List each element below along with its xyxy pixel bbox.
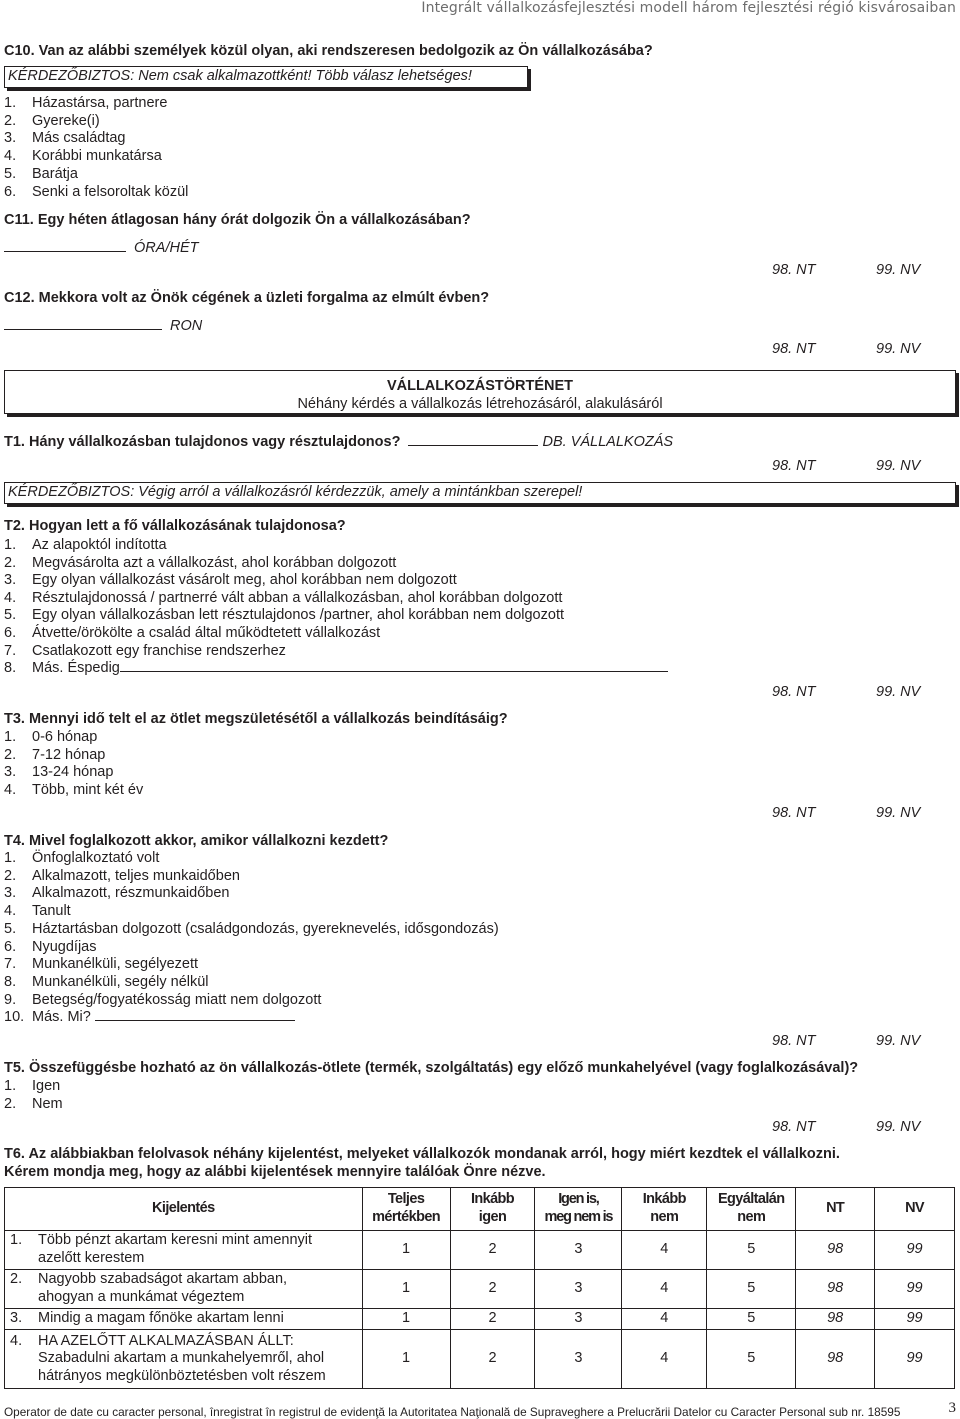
header-col3: Igen is, meg nem is (535, 1188, 622, 1231)
option-t4-3: 3. Alkalmazott, részmunkaidőben (4, 885, 230, 902)
code-nv-t5: 99. NV (876, 1119, 921, 1135)
unit-c12: RON (170, 318, 203, 334)
code-nt-t3: 98. NT (772, 805, 816, 821)
blank-t2-other[interactable] (120, 660, 668, 672)
table-header-row (5, 1188, 955, 1231)
option-t3-1: 1. 0-6 hónap (4, 729, 98, 745)
header-col2: Inkább igen (450, 1188, 535, 1231)
code-nv-t2: 99. NV (876, 684, 921, 700)
header-col4: Inkább nem (622, 1188, 707, 1231)
code-nt-t5: 98. NT (772, 1119, 816, 1135)
instruction-t1: KÉRDEZŐBIZTOS: Végig arról a vállalkozásról kérdezzük, amely a mintánkban szerepel! (8, 484, 583, 500)
option-t2-3: 3. Egy olyan vállalkozást vásárolt meg, ahol korábban nem dolgozott (4, 572, 457, 589)
statement-2: 2. Nagyobb szabadságot akartam abban, ahogyan a munkámat végeztem (5, 1270, 363, 1309)
option-c10-2: 2. Gyereke(i) (4, 112, 100, 129)
code-nt-c12: 98. NT (772, 341, 816, 357)
instruction-c10: KÉRDEZŐBIZTOS: Nem csak alkalmazottként! Több válasz lehetséges! (8, 68, 472, 84)
option-t2-1: 1. Az alapoktól indította (4, 537, 167, 553)
cell-3-4[interactable]: 4 (622, 1309, 707, 1330)
page-number: 3 (948, 1400, 956, 1416)
statement-3: 3. Mindig a magam főnöke akartam lenni (5, 1309, 363, 1330)
option-t4-5: 5. Háztartásban dolgozott (családgondozás, gyereknevelés, idősgondozás) (4, 920, 499, 937)
header-col5: Egyáltalán nem (707, 1188, 796, 1231)
cell-2-3[interactable]: 3 (535, 1270, 622, 1309)
cell-2-nt[interactable]: 98 (796, 1270, 875, 1309)
question-c10: C10. Van az alábbi személyek közül olyan, aki rendszeresen bedolgozik az Ön vállalkozásába? (4, 43, 653, 59)
option-t2-5: 5. Egy olyan vállalkozásban lett résztulajdonos /partner, ahol korábban nem dolgozott (4, 607, 564, 624)
option-t3-2: 2. 7-12 hónap (4, 746, 106, 763)
code-nt-c11: 98. NT (772, 262, 816, 278)
cell-3-3[interactable]: 3 (535, 1309, 622, 1330)
cell-1-3[interactable]: 3 (535, 1231, 622, 1270)
cell-2-nv[interactable]: 99 (875, 1270, 955, 1309)
cell-3-2[interactable]: 2 (450, 1309, 535, 1330)
cell-4-1[interactable]: 1 (362, 1330, 450, 1389)
option-t2-8: 8. Más. Éspedig (4, 660, 668, 678)
table-row (5, 1231, 955, 1270)
option-t5-2: 2. Nem (4, 1095, 63, 1112)
question-c12: C12. Mekkora volt az Önök cégének a üzleti forgalma az elmúlt évben? (4, 290, 490, 306)
option-c10-3: 3. Más családtag (4, 130, 126, 147)
section-subtitle: Néhány kérdés a vállalkozás létrehozásáról, alakulásáról (297, 396, 663, 412)
cell-3-nt[interactable]: 98 (796, 1309, 875, 1330)
cell-4-4[interactable]: 4 (622, 1330, 707, 1389)
option-c10-5: 5. Barátja (4, 165, 78, 182)
code-nv-c12: 99. NV (876, 341, 921, 357)
cell-1-4[interactable]: 4 (622, 1231, 707, 1270)
footer-text: Operator de date cu caracter personal, înregistrat în registrul de evidenţă la Autoritatea Naţională de Supraveghere a Prelucrării Datelor cu Caracter Personal sub nr. 18595 (4, 1405, 901, 1419)
option-t3-4: 4. Több, mint két év (4, 782, 144, 799)
statement-4: 4. HA AZELŐTT ALKALMAZÁSBAN ÁLLT: Szabadulni akartam a munkahelyemről, ahol hátrányos megkülönböztetésben volt részem (5, 1330, 363, 1389)
table-row (5, 1309, 955, 1330)
cell-2-2[interactable]: 2 (450, 1270, 535, 1309)
blank-t1[interactable] (408, 434, 538, 446)
option-t2-7: 7. Csatlakozott egy franchise rendszerhez (4, 642, 286, 659)
code-nt-t1: 98. NT (772, 458, 816, 474)
blank-c11[interactable] (4, 240, 126, 252)
option-t4-4: 4. Tanult (4, 903, 71, 920)
question-t2: T2. Hogyan lett a fő vállalkozásának tulajdonosa? (4, 518, 346, 534)
code-nv-t4: 99. NV (876, 1033, 921, 1049)
code-nt-t2: 98. NT (772, 684, 816, 700)
options-t5 (4, 1078, 63, 1113)
code-nt-t4: 98. NT (772, 1033, 816, 1049)
option-c10-1: 1. Házastársa, partnere (4, 95, 168, 111)
option-t4-8: 8. Munkanélküli, segély nélkül (4, 973, 209, 990)
option-t4-9: 9. Betegség/fogyatékosság miatt nem dolgozott (4, 991, 322, 1008)
option-t5-1: 1. Igen (4, 1078, 61, 1094)
header-nv: NV (875, 1188, 955, 1231)
cell-2-5[interactable]: 5 (707, 1270, 796, 1309)
cell-4-5[interactable]: 5 (707, 1330, 796, 1389)
option-t4-2: 2. Alkalmazott, teljes munkaidőben (4, 867, 240, 884)
cell-1-5[interactable]: 5 (707, 1231, 796, 1270)
question-t1-line (4, 434, 673, 452)
cell-1-nt[interactable]: 98 (796, 1231, 875, 1270)
question-t1: T1. Hány vállalkozásban tulajdonos vagy résztulajdonos? (4, 434, 401, 450)
options-t2 (4, 537, 668, 678)
rating-table (4, 1187, 955, 1389)
question-c11: C11. Egy héten átlagosan hány órát dolgozik Ön a vállalkozásában? (4, 212, 471, 228)
answer-line-c11 (4, 240, 198, 258)
statement-1: 1. Több pénzt akartam keresni mint amennyit azelőtt kerestem (5, 1231, 363, 1270)
option-t4-10: 10. Más. Mi? (4, 1009, 499, 1027)
table-row (5, 1270, 955, 1309)
header-col1: Teljes mértékben (362, 1188, 450, 1231)
cell-4-3[interactable]: 3 (535, 1330, 622, 1389)
blank-t4-other[interactable] (95, 1009, 295, 1021)
header-nt: NT (796, 1188, 875, 1231)
question-t4: T4. Mivel foglalkozott akkor, amikor vállalkozni kezdett? (4, 833, 389, 849)
cell-3-nv[interactable]: 99 (875, 1309, 955, 1330)
cell-1-1[interactable]: 1 (362, 1231, 450, 1270)
question-t6-line1: T6. Az alábbiakban felolvasok néhány kijelentést, melyeket vállalkozók mondanak arról, hogy miért kezdtek el vállalkozni. (4, 1146, 840, 1162)
cell-3-5[interactable]: 5 (707, 1309, 796, 1330)
question-t5: T5. Összefüggésbe hozható az ön vállalkozás-ötlete (termék, szolgáltatás) egy előző munkahelyével (vagy foglalkozásával)? (4, 1060, 859, 1076)
cell-2-4[interactable]: 4 (622, 1270, 707, 1309)
option-t2-4: 4. Résztulajdonossá / partnerré vált abban a vállalkozásban, ahol korábban dolgozott (4, 589, 563, 606)
header-statement: Kijelentés (5, 1188, 363, 1231)
question-t6-line2: Kérem mondja meg, hogy az alábbi kijelentések mennyire találóak Önre nézve. (4, 1164, 546, 1180)
option-t4-1: 1. Önfoglalkoztató volt (4, 850, 160, 866)
option-t4-6: 6. Nyugdíjas (4, 938, 97, 955)
cell-4-nt[interactable]: 98 (796, 1330, 875, 1389)
answer-line-c12 (4, 318, 202, 336)
cell-1-2[interactable]: 2 (450, 1231, 535, 1270)
options-t3 (4, 729, 143, 800)
unit-c11: ÓRA/HÉT (134, 240, 199, 256)
table-row (5, 1330, 955, 1389)
option-t2-6: 6. Átvette/örökölte a család által működtetett vállalkozást (4, 624, 381, 641)
cell-2-1[interactable]: 1 (362, 1270, 450, 1309)
cell-4-2[interactable]: 2 (450, 1330, 535, 1389)
cell-4-nv[interactable]: 99 (875, 1330, 955, 1389)
code-nv-t3: 99. NV (876, 805, 921, 821)
code-nv-t1: 99. NV (876, 458, 921, 474)
blank-c12[interactable] (4, 318, 162, 330)
cell-3-1[interactable]: 1 (362, 1309, 450, 1330)
option-t2-2: 2. Megvásárolta azt a vállalkozást, ahol korábban dolgozott (4, 554, 397, 571)
option-c10-6: 6. Senki a felsoroltak közül (4, 183, 189, 200)
option-t4-7: 7. Munkanélküli, segélyezett (4, 956, 199, 973)
cell-1-nv[interactable]: 99 (875, 1231, 955, 1270)
unit-t1: DB. VÁLLALKOZÁS (542, 434, 674, 450)
option-t3-3: 3. 13-24 hónap (4, 764, 114, 781)
options-t4 (4, 850, 499, 1027)
option-c10-4: 4. Korábbi munkatársa (4, 148, 162, 165)
page-header: Integrált vállalkozásfejlesztési modell három fejlesztési régió kisvárosaiban (421, 0, 956, 16)
options-c10 (4, 95, 188, 201)
code-nv-c11: 99. NV (876, 262, 921, 278)
section-title: VÁLLALKOZÁSTÖRTÉNET (386, 378, 574, 394)
question-t3: T3. Mennyi idő telt el az ötlet megszületésétől a vállalkozás beindításáig? (4, 711, 508, 727)
